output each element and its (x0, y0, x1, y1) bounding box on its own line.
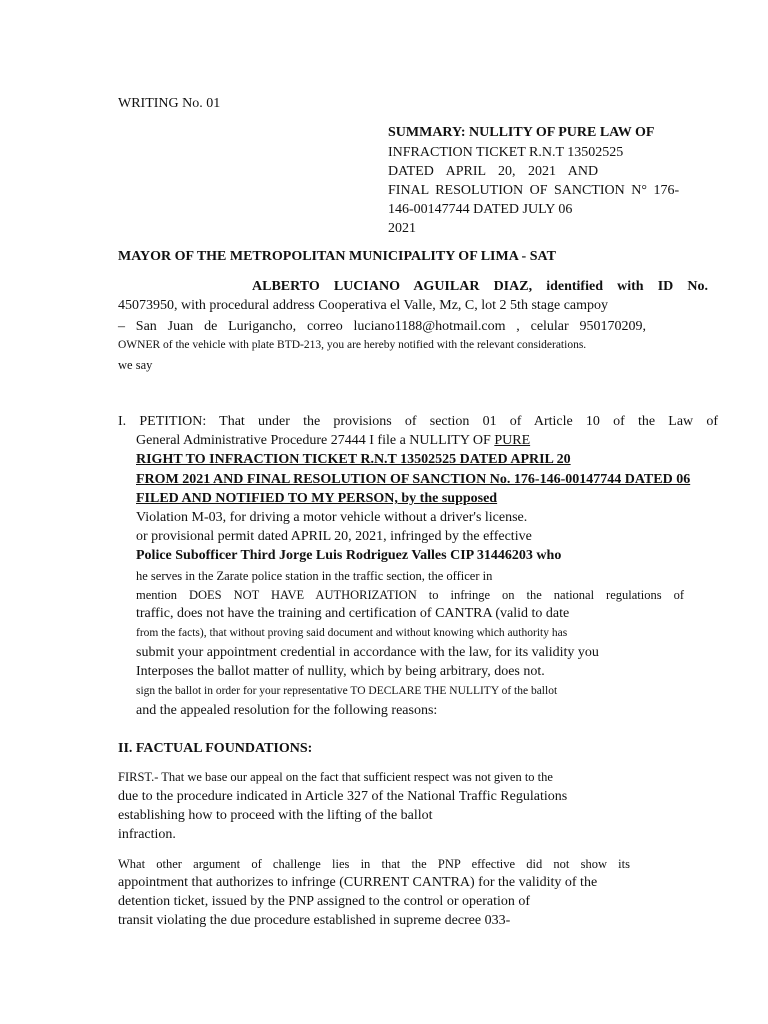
other-paragraph-wrap (118, 855, 630, 873)
first-paragraph-line: infraction. (118, 827, 176, 842)
section-heading: II. FACTUAL FOUNDATIONS: (118, 741, 313, 756)
intro-line: OWNER of the vehicle with plate BTD-213, you are hereby notified with the relevant considerations. (118, 339, 587, 351)
petition-line: submit your appointment credential in accordance with the law, for its validity you (136, 645, 599, 660)
intro-line-wrap (118, 318, 646, 336)
other-paragraph-line: detention ticket, issued by the PNP assigned to the control or operation of (118, 894, 531, 909)
addressee: MAYOR OF THE METROPOLITAN MUNICIPALITY OF LIMA - SAT (118, 249, 556, 264)
other-paragraph-line: appointment that authorizes to infringe (CURRENT CANTRA) for the validity of the (118, 875, 598, 890)
other-paragraph-line: transit violating the due procedure established in supreme decree 033- (118, 913, 511, 928)
intro-line: – San Juan de Lurigancho, correo luciano1188@hotmail.com , celular 950170209, (118, 319, 646, 334)
petition-line: Violation M-03, for driving a motor vehicle without a driver's license. (136, 510, 528, 525)
first-paragraph-line: FIRST.- That we base our appeal on the fact that sufficient respect was not given to the (118, 770, 553, 784)
petition-line: and the appealed resolution for the following reasons: (136, 703, 438, 718)
petition-line: he serves in the Zarate police station in the traffic section, the officer in (136, 569, 493, 583)
intro-line: we say (118, 358, 153, 372)
petition-line-text: General Administrative Procedure 27444 I file a NULLITY OF (136, 433, 495, 448)
petition-line: from the facts), that without proving said document and without knowing which authority has (136, 627, 568, 639)
petition-line-underlined: PURE (494, 433, 531, 448)
petition-line-wrap (136, 586, 684, 604)
petition-line: mention DOES NOT HAVE AUTHORIZATION to infringe on the national regulations of (136, 588, 684, 602)
intro-name-line (252, 278, 708, 296)
petition-bold-line: FROM 2021 AND FINAL RESOLUTION OF SANCTION No. 176-146-00147744 DATED 06 (136, 472, 691, 487)
first-paragraph-line: due to the procedure indicated in Article 327 of the National Traffic Regulations (118, 789, 568, 804)
summary-line: FINAL RESOLUTION OF SANCTION N° 176- (388, 183, 680, 198)
intro-name: ALBERTO LUCIANO AGUILAR DIAZ, identified with ID No. (252, 279, 708, 294)
petition-line: sign the ballot in order for your representative TO DECLARE THE NULLITY of the ballot (136, 685, 558, 697)
petition-officer: Police Subofficer Third Jorge Luis Rodriguez Valles CIP 31446203 who (136, 548, 562, 563)
summary-line: DATED APRIL 20, 2021 AND (388, 164, 599, 179)
petition-bold-line: RIGHT TO INFRACTION TICKET R.N.T 13502525 DATED APRIL 20 (136, 452, 571, 467)
petition-first-wrap (118, 413, 718, 431)
petition-line (136, 432, 600, 450)
petition-bold-line: FILED AND NOTIFIED TO MY PERSON, by the supposed (136, 491, 498, 506)
petition-line: traffic, does not have the training and certification of CANTRA (valid to date (136, 606, 570, 621)
document-heading: WRITING No. 01 (118, 96, 221, 111)
petition-first-line: I. PETITION: That under the provisions of section 01 of Article 10 of the Law of (118, 414, 718, 429)
summary-title: SUMMARY: NULLITY OF PURE LAW OF (388, 125, 655, 140)
summary-line: INFRACTION TICKET R.N.T 13502525 (388, 145, 624, 160)
summary-line: 146-00147744 DATED JULY 06 (388, 202, 573, 217)
summary-line: 2021 (388, 221, 416, 236)
petition-line: Interposes the ballot matter of nullity, which by being arbitrary, does not. (136, 664, 545, 679)
petition-line: or provisional permit dated APRIL 20, 2021, infringed by the effective (136, 529, 532, 544)
first-paragraph-line: establishing how to proceed with the lifting of the ballot (118, 808, 433, 823)
other-paragraph-line: What other argument of challenge lies in that the PNP effective did not show its (118, 857, 630, 871)
intro-line: 45073950, with procedural address Cooperativa el Valle, Mz, C, lot 2 5th stage campoy (118, 298, 609, 313)
